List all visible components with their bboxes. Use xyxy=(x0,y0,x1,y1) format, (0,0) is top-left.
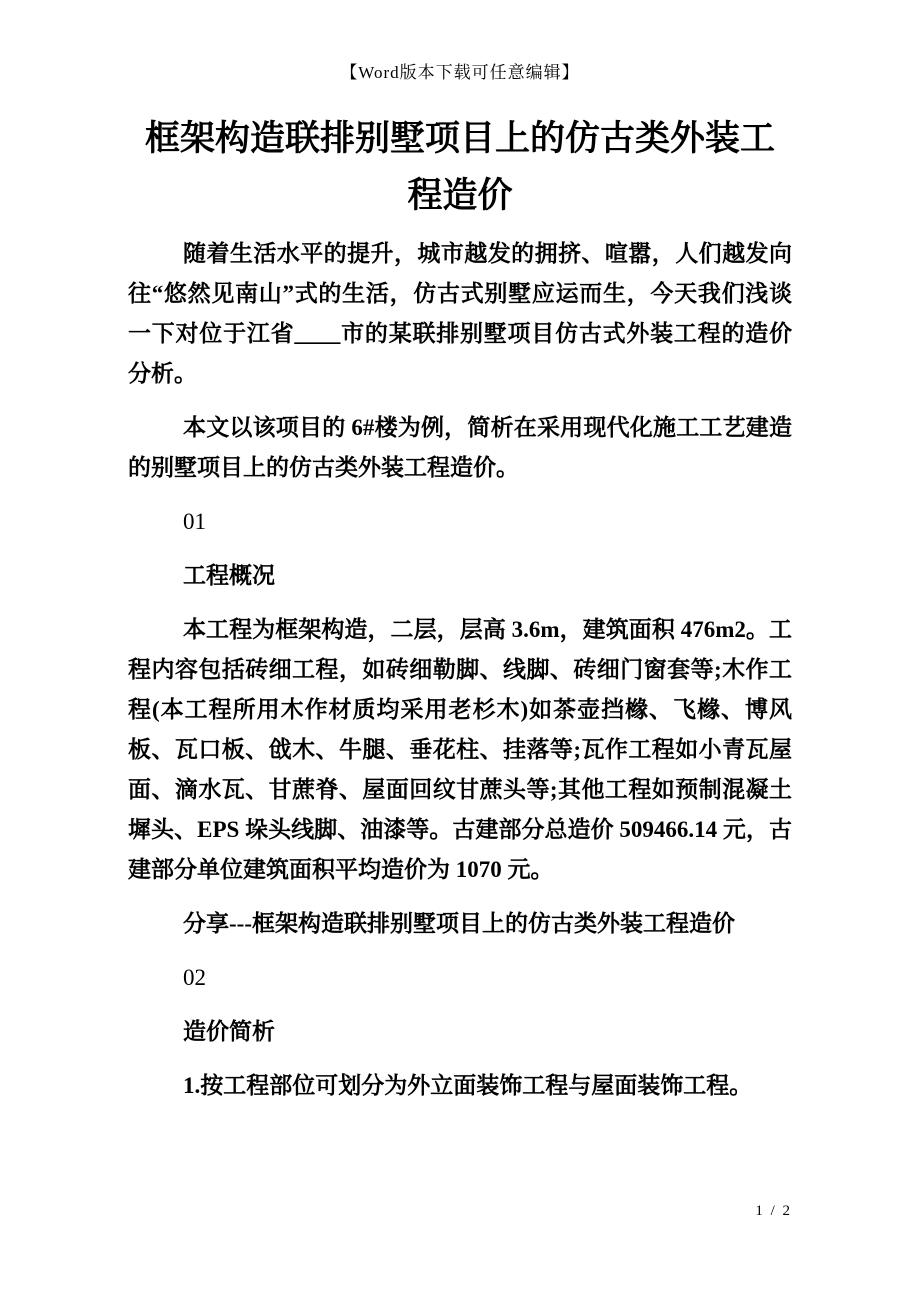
section-heading-cost-analysis: 造价简析 xyxy=(183,1019,275,1044)
section-heading-project-overview: 工程概况 xyxy=(183,563,275,588)
paragraph-project-details: 本工程为框架构造，二层，层高 3.6m，建筑面积 476m2。工程内容包括砖细工程，如砖细勒脚、线脚、砖细门窗套等;木作工程(本工程所用木作材质均采用老杉木)如茶壶挡橼、飞橼、博风板、瓦口板、戗木、牛腿、垂花柱、挂落等;瓦作工程如小青瓦屋面、滴水瓦、甘蔗脊、屋面回纹甘蔗头等;其他工程如预制混凝土墀头、EPS 垛头线脚、油漆等。古建部分总造价 509466.14 元，古建部分单位建筑面积平均造价为 1070 元。 xyxy=(128,617,792,882)
paragraph-cost-division: 1.按工程部位可划分为外立面装饰工程与屋面装饰工程。 xyxy=(183,1073,753,1098)
section-number-02: 02 xyxy=(183,965,206,990)
section-number-01: 01 xyxy=(183,509,206,534)
paragraph-share-line: 分享---框架构造联排别墅项目上的仿古类外装工程造价 xyxy=(183,911,735,936)
document-title: 框架构造联排别墅项目上的仿古类外装工程造价 xyxy=(144,119,775,215)
document-header-note: 【Word版本下载可任意编辑】 xyxy=(340,63,580,82)
paragraph-intro: 随着生活水平的提升，城市越发的拥挤、喧嚣，人们越发向往“悠然见南山”式的生活，仿古式别墅应运而生，今天我们浅谈一下对位于江省____市的某联排别墅项目仿古式外装工程的造价分析。 xyxy=(128,241,792,386)
document-body xyxy=(128,234,792,1120)
paragraph-scope: 本文以该项目的 6#楼为例，简析在采用现代化施工工艺建造的别墅项目上的仿古类外装工程造价。 xyxy=(128,415,792,480)
page-number: 1 / 2 xyxy=(755,1203,792,1219)
